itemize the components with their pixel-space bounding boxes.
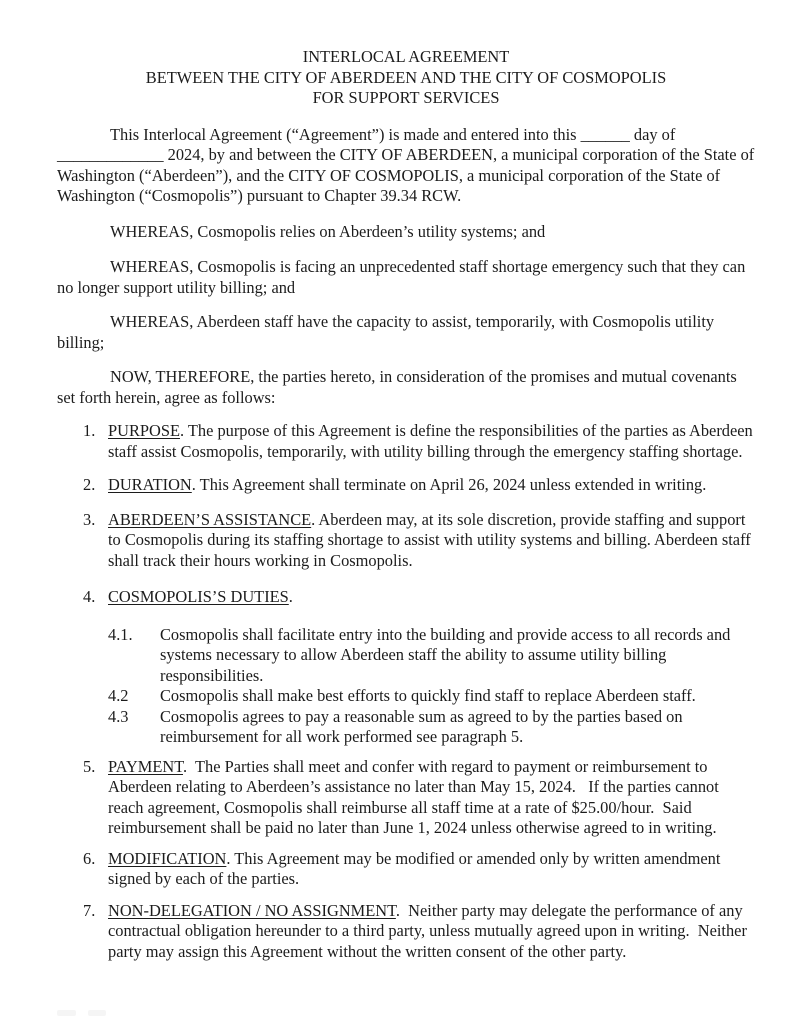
item-body xyxy=(108,475,755,496)
item-heading: PURPOSE xyxy=(108,421,180,440)
item-body xyxy=(108,849,755,890)
document-title-line-3: FOR SUPPORT SERVICES xyxy=(312,88,500,107)
item-heading: PAYMENT xyxy=(108,756,183,776)
agreement-subitem-4-1 xyxy=(108,625,755,687)
subitem-number: 4.1. xyxy=(108,624,133,644)
intro-paragraph: This Interlocal Agreement (“Agreement”) is made and entered into this ______ day of _____________ 2024, by and between the CITY OF ABERDEEN, a municipal corporation of the State of Washington (“Aberdeen”), and the CITY OF COSMOPOLIS, a municipal corporation of the State of Washington (“Cosmopolis”) pursuant to Chapter 39.34 RCW. xyxy=(57,124,759,205)
item-text: . The purpose of this Agreement is define the responsibilities of the parties as Aberdeen staff assist Cosmopolis, temporarily, with utility billing through the emergency staffing shortage. xyxy=(108,421,757,461)
subitem-number: 4.2 xyxy=(108,686,129,705)
scan-artifact xyxy=(88,1010,106,1016)
item-body xyxy=(108,757,755,839)
agreement-item-1 xyxy=(83,421,755,462)
agreement-item-5 xyxy=(83,757,755,839)
item-heading: COSMOPOLIS’S DUTIES xyxy=(108,587,289,606)
document-title xyxy=(57,47,755,109)
item-text: . The Parties shall meet and confer with regard to payment or reimbursement to Aberdeen relating to Aberdeen’s assistance no later than May 15, 2024. If the parties cannot reach agreement, Cosmopolis shall reimburse all staff time at a rate of $25.00/hour. Said reimbursement shall be paid no later than June 1, 2024 unless otherwise agreed to in writing. xyxy=(108,756,723,837)
item-text: . This Agreement may be modified or amended only by written amendment signed by each of the parties. xyxy=(108,848,725,888)
item-number: 4. xyxy=(83,587,96,606)
agreement-item-7 xyxy=(83,901,755,963)
item-heading: NON-DELEGATION / NO ASSIGNMENT xyxy=(108,900,396,920)
agreement-subitem-4-2 xyxy=(108,686,755,707)
agreement-item-3 xyxy=(83,510,755,572)
item-text: . Neither party may delegate the performance of any contractual obligation hereunder to a third party, unless mutually agreed upon in writing. Neither party may assign this Agreement without the written consent of the other party. xyxy=(108,900,752,961)
agreement-item-4 xyxy=(83,587,755,608)
item-heading: ABERDEEN’S ASSISTANCE xyxy=(108,509,312,529)
agreement-item-6 xyxy=(83,849,755,890)
whereas-clause-1: WHEREAS, Cosmopolis relies on Aberdeen’s utility systems; and xyxy=(110,221,546,241)
subitem-text: Cosmopolis agrees to pay a reasonable sum as agreed to by the parties based on reimbursement for all work performed see paragraph 5. xyxy=(160,706,687,746)
item-heading: MODIFICATION xyxy=(108,848,227,868)
subitem-text: Cosmopolis shall make best efforts to quickly find staff to replace Aberdeen staff. xyxy=(160,686,696,705)
item-number: 5. xyxy=(83,756,96,776)
whereas-clause-2: WHEREAS, Cosmopolis is facing an unprecedented staff shortage emergency such that they can no longer support utility billing; and xyxy=(57,257,750,297)
item-body xyxy=(108,587,755,608)
item-text: . Aberdeen may, at its sole discretion, provide staffing and support to Cosmopolis during its staffing shortage to assist with utility systems and billing. Aberdeen staff shall track their hours working in Cosmopolis. xyxy=(108,509,755,570)
item-number: 1. xyxy=(83,421,96,440)
item-text: . xyxy=(288,587,293,606)
document-title-line-2: BETWEEN THE CITY OF ABERDEEN AND THE CITY OF COSMOPOLIS xyxy=(145,67,667,87)
item-number: 3. xyxy=(83,509,96,529)
item-text: . This Agreement shall terminate on April 26, 2024 unless extended in writing. xyxy=(191,475,707,494)
scan-artifact xyxy=(57,1010,76,1016)
item-number: 6. xyxy=(83,848,96,868)
item-body xyxy=(108,510,755,572)
agreement-subitem-4-3 xyxy=(108,707,755,748)
subitem-text: Cosmopolis shall facilitate entry into the building and provide access to all records and systems necessary to allow Aberdeen staff the ability to assume utility billing responsibilities. xyxy=(160,624,735,685)
item-body xyxy=(108,901,755,963)
now-therefore-clause: NOW, THEREFORE, the parties hereto, in consideration of the promises and mutual covenants set forth herein, agree as follows: xyxy=(57,367,741,407)
agreement-item-2 xyxy=(83,475,755,496)
item-body xyxy=(108,421,755,462)
item-number: 2. xyxy=(83,475,96,494)
whereas-clause-3: WHEREAS, Aberdeen staff have the capacity to assist, temporarily, with Cosmopolis utility billing; xyxy=(57,312,719,352)
document-title-line-1: INTERLOCAL AGREEMENT xyxy=(302,47,510,66)
item-heading: DURATION xyxy=(108,475,192,494)
item-number: 7. xyxy=(83,900,96,920)
subitem-number: 4.3 xyxy=(108,706,129,726)
